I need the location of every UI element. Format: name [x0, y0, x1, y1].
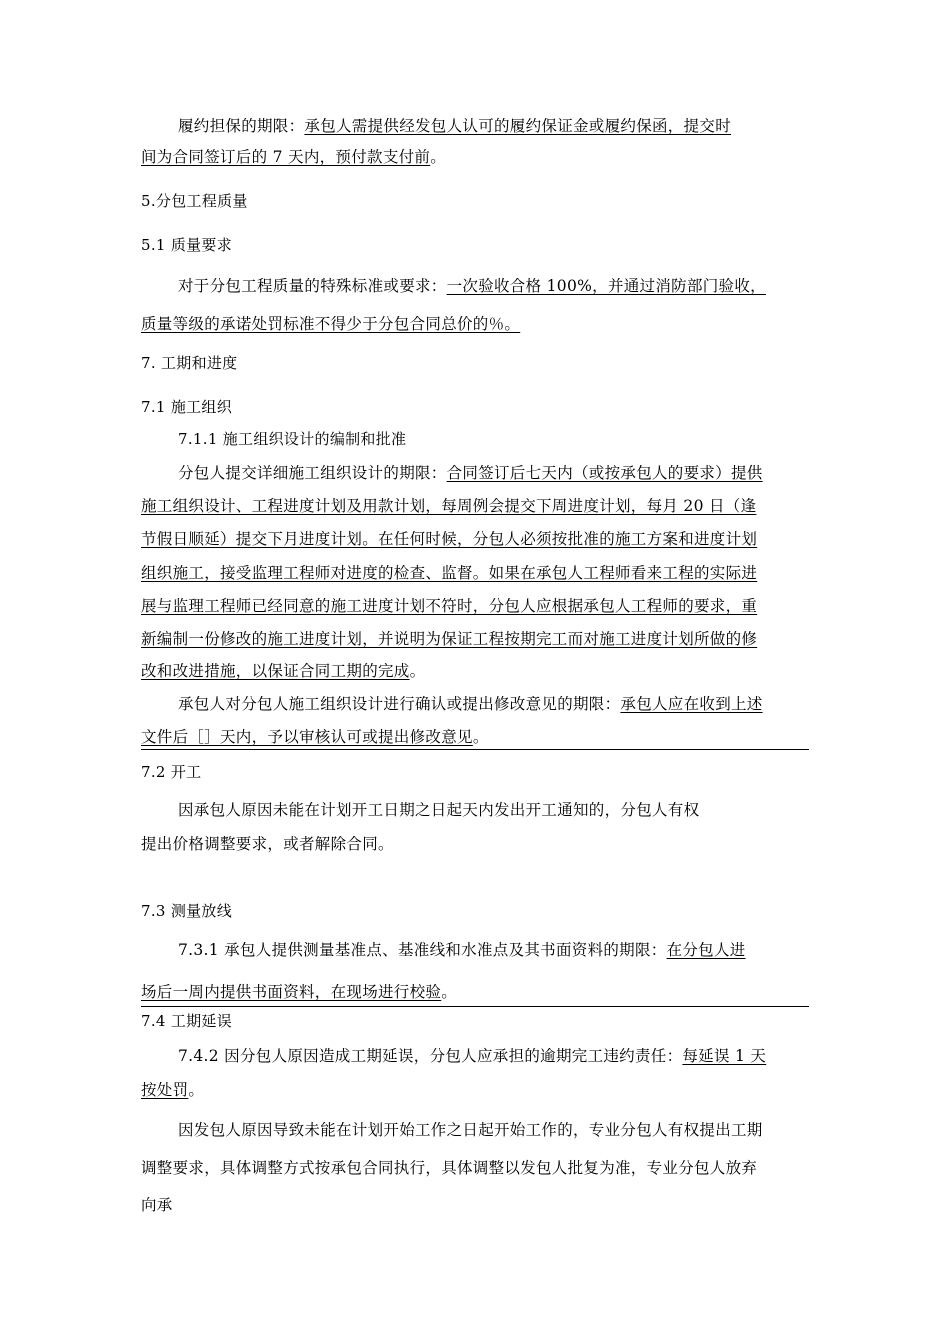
p7-line2 [141, 1080, 204, 1100]
p7-end: 。 [188, 1081, 205, 1099]
heading-7-3: 7.3 测量放线 [141, 902, 233, 920]
p6-line2 [141, 982, 457, 1002]
p6-end: 。 [441, 983, 458, 1001]
p6-label: 7.3.1 承包人提供测量基准点、基准线和水准点及其书面资料的期限： [178, 941, 667, 959]
p6-value: 在分包人进 [666, 941, 746, 959]
p7-value: 每延误 1 天 [682, 1047, 767, 1065]
heading-7-1-1: 7.1.1 施工组织设计的编制和批准 [178, 430, 407, 448]
p7-label: 7.4.2 因分包人原因造成工期延误，分包人应承担的逾期完工违约责任： [178, 1047, 683, 1065]
p4-value-cont: 文件后［］天内，予以审核认可或提出修改意见 [141, 728, 473, 746]
p3-line2: 施工组织设计、工程进度计划及用款计划，每周例会提交下周进度计划，每月 20 日（逢 [141, 497, 757, 515]
p6-value-cont: 场后一周内提供书面资料，在现场进行校验 [141, 983, 442, 1001]
p4-line2 [141, 727, 489, 747]
p1-value: 承包人需提供经发包人认可的履约保证金或履约保函，提交时 [304, 117, 732, 135]
p2-line2 [141, 314, 520, 334]
p3-line4: 组织施工，接受监理工程师对进度的检查、监督。如果在承包人工程师看来工程的实际进 [141, 564, 758, 582]
p2-value: 一次验收合格 100%，并通过消防部门验收， [446, 277, 766, 295]
p3-label: 分包人提交详细施工组织设计的期限： [178, 464, 447, 482]
p3-line6: 新编制一份修改的施工进度计划，并说明为保证工程按期完工而对施工进度计划所做的修 [141, 630, 758, 648]
p3-line7 [141, 661, 425, 681]
p2-value-cont: 质量等级的承诺处罚标准不得少于分包合同总价的％。 [141, 315, 521, 333]
p1-line2 [141, 147, 446, 167]
horizontal-rule-2 [141, 1006, 809, 1007]
heading-7: 7. 工期和进度 [141, 354, 238, 372]
p4-end: 。 [472, 728, 489, 746]
heading-5: 5.分包工程质量 [141, 192, 248, 210]
p5-line2: 提出价格调整要求，或者解除合同。 [141, 835, 394, 853]
heading-5-1: 5.1 质量要求 [141, 236, 233, 254]
p2-label: 对于分包工程质量的特殊标准或要求： [178, 277, 447, 295]
horizontal-rule [141, 749, 809, 750]
p2-line1 [178, 276, 766, 296]
p3-value-end: 改和改进措施，以保证合同工期的完成 [141, 662, 410, 680]
p4-label: 承包人对分包人施工组织设计进行确认或提出修改意见的期限： [178, 695, 621, 713]
heading-7-2: 7.2 开工 [141, 763, 202, 781]
p3-line5: 展与监理工程师已经同意的施工进度计划不符时，分包人应根据承包人工程师的要求，重 [141, 597, 758, 615]
p1-value-cont: 间为合同签订后的 7 天内，预付款支付前 [141, 148, 431, 166]
p7-value-cont: 按处罚 [141, 1081, 189, 1099]
p4-value: 承包人应在收到上述 [620, 695, 763, 713]
p8-line1: 因发包人原因导致未能在计划开始工作之日起开始工作的，专业分包人有权提出工期 [178, 1121, 763, 1139]
p8-line2: 调整要求，具体调整方式按承包合同执行，具体调整以发包人批复为准，专业分包人放弃 [141, 1159, 758, 1177]
p1-label: 履约担保的期限： [178, 117, 305, 135]
heading-7-1: 7.1 施工组织 [141, 398, 233, 416]
p4-line1 [178, 694, 763, 714]
p6-line1 [178, 940, 746, 960]
p3-end: 。 [409, 662, 426, 680]
heading-7-4: 7.4 工期延误 [141, 1012, 233, 1030]
p3-line3: 节假日顺延）提交下月进度计划。在任何时候，分包人必须按批准的施工方案和进度计划 [141, 530, 758, 548]
p5-line1: 因承包人原因未能在计划开工日期之日起天内发出开工通知的，分包人有权 [178, 801, 700, 819]
p8-line3: 向承 [141, 1196, 173, 1214]
p1-line1 [178, 116, 731, 136]
p1-end: 。 [430, 148, 447, 166]
p7-line1 [178, 1046, 766, 1066]
p3-value: 合同签订后七天内（或按承包人的要求）提供 [446, 464, 763, 482]
p3-line1 [178, 463, 763, 483]
